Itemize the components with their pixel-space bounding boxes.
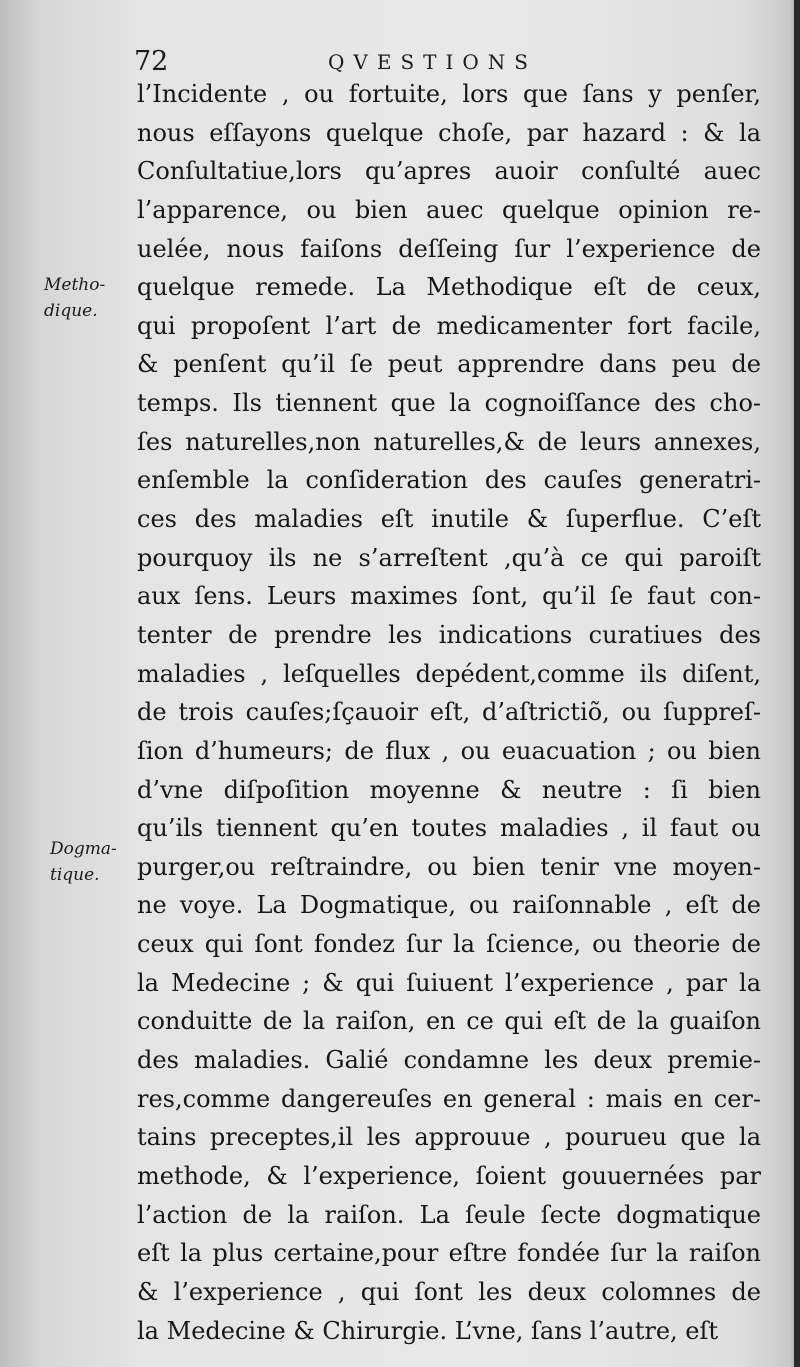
text-line: tains preceptes,il les approuue , pourueu que la bbox=[137, 1123, 761, 1152]
text-line: ceux qui ſont fondez ſur la ſcience, ou theorie de bbox=[137, 930, 761, 959]
text-line: methode, & l’experience, ſoient gouuernées par bbox=[137, 1161, 761, 1190]
text-line: quelque remede. La Methodique eſt de ceux, bbox=[137, 273, 761, 302]
text-line: qui propoſent l’art de medicamenter fort facile, bbox=[137, 311, 761, 340]
text-line: eſt la plus certaine,pour eſtre fondée ſur la raiſon bbox=[137, 1239, 761, 1268]
running-head: QVESTIONS bbox=[328, 50, 537, 74]
text-line: uelée, nous faiſons deſſeing ſur l’experience de bbox=[137, 234, 761, 263]
text-line: pourquoy ils ne s’arreſtent ,qu’à ce qui paroiſt bbox=[137, 543, 761, 572]
text-line: & penſent qu’il ſe peut apprendre dans peu de bbox=[137, 350, 761, 379]
page-header bbox=[132, 44, 752, 78]
text-line: la Medecine & Chirurgie. L’vne, ſans l’autre, eſt bbox=[137, 1316, 719, 1345]
margin-note-line: Dogma- bbox=[50, 839, 117, 859]
text-line: temps. Ils tiennent que la cognoiſſance des cho- bbox=[137, 389, 761, 418]
text-line: qu’ils tiennent qu’en toutes maladies , il faut ou bbox=[137, 814, 761, 843]
text-line: & l’experience , qui ſont les deux colomnes de bbox=[137, 1277, 761, 1306]
text-line: ſes naturelles,non naturelles,& de leurs annexes, bbox=[137, 427, 761, 456]
text-line: res,comme dangereuſes en general : mais en cer- bbox=[137, 1084, 761, 1113]
text-line: enſemble la conſideration des cauſes generatri- bbox=[137, 466, 761, 495]
margin-note-line: dique. bbox=[44, 301, 98, 321]
text-line: Conſultatiue,lors qu’apres auoir conſulté auec bbox=[137, 157, 761, 186]
margin-note-dogmatique bbox=[50, 836, 117, 888]
text-line: des maladies. Galié condamne les deux premie- bbox=[137, 1046, 761, 1075]
text-line: ſion d’humeurs; de flux , ou euacuation ; ou bien bbox=[137, 736, 761, 765]
text-line: aux ſens. Leurs maximes ſont, qu’il ſe faut con- bbox=[137, 582, 761, 611]
page-number: 72 bbox=[134, 46, 169, 77]
text-line: nous eſſayons quelque choſe, par hazard : & la bbox=[137, 118, 761, 147]
text-line: d’vne diſpoſition moyenne & neutre : ſi bien bbox=[137, 775, 761, 804]
text-line: l’apparence, ou bien auec quelque opinion re- bbox=[137, 195, 761, 224]
text-line: la Medecine ; & qui ſuiuent l’experience , par la bbox=[137, 968, 761, 997]
text-line: de trois cauſes;ſçauoir eſt, d’aſtrictiõ, ou ſuppreſ- bbox=[137, 698, 761, 727]
margin-note-line: Metho- bbox=[44, 275, 106, 295]
text-line: maladies , leſquelles depédent,comme ils diſent, bbox=[137, 659, 761, 688]
margin-note-line: tique. bbox=[50, 865, 100, 885]
text-line: ne voye. La Dogmatique, ou raiſonnable , eſt de bbox=[137, 891, 761, 920]
text-line: ces des maladies eſt inutile & ſuperflue. C’eſt bbox=[137, 505, 761, 534]
text-line: tenter de prendre les indications curatiues des bbox=[137, 620, 761, 649]
body-text bbox=[137, 75, 761, 1350]
text-line: purger,ou reſtraindre, ou bien tenir vne moyen- bbox=[137, 852, 761, 881]
text-line: l’Incidente , ou fortuite, lors que ſans y penſer, bbox=[137, 80, 761, 108]
margin-note-methodique bbox=[44, 272, 105, 324]
text-line: conduitte de la raiſon, en ce qui eſt de la guaiſon bbox=[137, 1007, 761, 1036]
text-line: l’action de la raiſon. La ſeule ſecte dogmatique bbox=[137, 1200, 761, 1229]
